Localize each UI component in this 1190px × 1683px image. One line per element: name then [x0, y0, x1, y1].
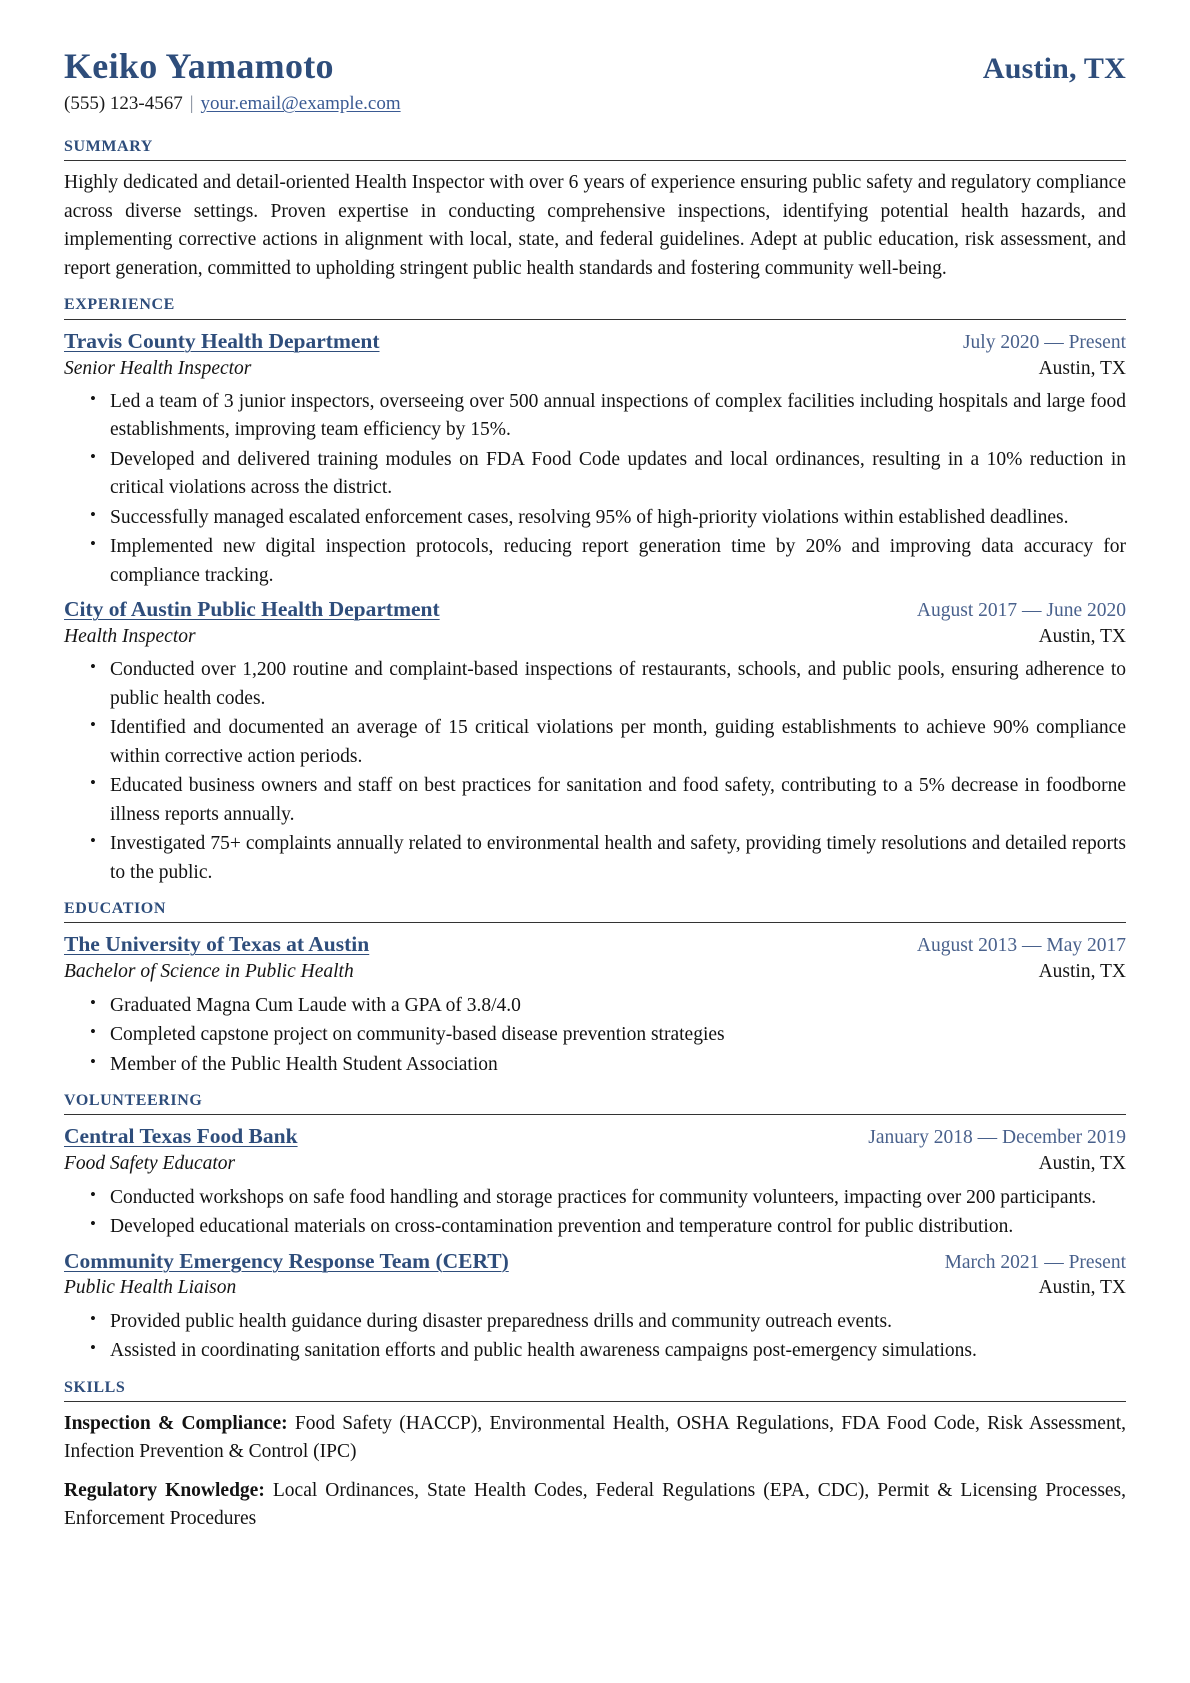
entry-dates: March 2021 — Present: [944, 1251, 1126, 1273]
list-item: • Developed and delivered training modules on FDA Food Code updates and local ordinances, resulting in a 10% reduction in critical violations across the district.: [96, 446, 1126, 503]
candidate-location: Austin, TX: [982, 52, 1126, 85]
section-heading-education: education: [64, 893, 167, 919]
list-item: • Investigated 75+ complaints annually related to environmental health and safety, providing timely resolutions and detailed reports to the public.: [96, 830, 1126, 887]
entry-bullets: [64, 1184, 1126, 1242]
list-item: • Identified and documented an average of 15 critical violations per month, guiding establishments to achieve 90% compliance within corrective action periods.: [96, 714, 1126, 771]
skill-items: Local Ordinances, State Health Codes, Federal Regulations (EPA, CDC), Permit & Licensing Processes, Enforcement Procedures: [64, 1479, 1127, 1530]
skill-category: Regulatory Knowledge:: [64, 1479, 265, 1501]
section-heading-experience: experience: [64, 289, 175, 315]
list-item: • Completed capstone project on community-based disease prevention strategies: [96, 1021, 1126, 1049]
section-experience: [64, 289, 1126, 887]
entry-degree: Bachelor of Science in Public Health: [64, 961, 354, 983]
entry-organization[interactable]: The University of Texas at Austin: [64, 932, 370, 957]
email-link[interactable]: your.email@example.com: [200, 93, 401, 115]
entry-bullets: [64, 656, 1126, 887]
entry-bullets: [64, 388, 1126, 590]
list-item: • Conducted workshops on safe food handling and storage practices for community volunteers, impacting over 200 participants.: [96, 1184, 1126, 1212]
entry-role: Senior Health Inspector: [64, 357, 252, 379]
volunteering-entry: [64, 1123, 1126, 1241]
phone-number: (555) 123-4567: [64, 93, 183, 115]
entry-organization[interactable]: Community Emergency Response Team (CERT): [64, 1248, 509, 1273]
section-heading-volunteering: volunteering: [64, 1085, 203, 1110]
entry-organization[interactable]: Central Texas Food Bank: [64, 1124, 298, 1149]
entry-dates: January 2018 — December 2019: [868, 1127, 1126, 1149]
section-divider: [64, 922, 1126, 923]
entry-location: Austin, TX: [1038, 1153, 1126, 1175]
experience-entry: [64, 596, 1126, 887]
section-education: [64, 893, 1126, 1079]
list-item: • Successfully managed escalated enforcement cases, resolving 95% of high-priority violations within established deadlines.: [96, 504, 1126, 532]
skill-group: [64, 1410, 1126, 1467]
section-divider: [64, 160, 1126, 161]
experience-entry: [64, 328, 1126, 590]
list-item: • Educated business owners and staff on best practices for sanitation and food safety, contributing to a 5% decrease in foodborne illness reports annually.: [96, 772, 1126, 829]
section-divider: [64, 319, 1126, 320]
entry-dates: August 2017 — June 2020: [916, 600, 1126, 622]
entry-role: Food Safety Educator: [64, 1153, 236, 1175]
entry-bullets: [64, 1308, 1126, 1366]
summary-text: Highly dedicated and detail-oriented Health Inspector with over 6 years of experience ensuring public safety and regulatory compliance across diverse settings. Proven expertise in conducting comprehensive inspections, identifying potential health hazards, and implementing corrective actions in alignment with local, state, and federal guidelines. Adept at public education, risk assessment, and report generation, committed to upholding stringent public health standards and fostering community well-being.: [64, 172, 1126, 279]
section-skills: [64, 1372, 1126, 1534]
entry-location: Austin, TX: [1038, 961, 1126, 983]
resume-header: [64, 46, 1126, 86]
section-divider: [64, 1401, 1126, 1402]
entry-organization[interactable]: Travis County Health Department: [64, 328, 380, 353]
contact-separator: |: [189, 93, 194, 115]
list-item: • Developed educational materials on cross-contamination prevention and temperature control for public distribution.: [96, 1213, 1126, 1241]
education-entry: [64, 931, 1126, 1079]
entry-role: Public Health Liaison: [64, 1277, 237, 1299]
list-item: • Conducted over 1,200 routine and complaint-based inspections of restaurants, schools, and public pools, ensuring adherence to public health codes.: [96, 656, 1126, 713]
entry-bullets: [64, 992, 1126, 1079]
section-summary: [64, 131, 1126, 283]
volunteering-entry: [64, 1248, 1126, 1366]
skill-group: [64, 1477, 1126, 1534]
skill-items: Food Safety (HACCP), Environmental Health, OSHA Regulations, FDA Food Code, Risk Assessment, Infection Prevention & Control (IPC): [64, 1413, 1127, 1463]
entry-location: Austin, TX: [1038, 1277, 1126, 1299]
entry-location: Austin, TX: [1038, 357, 1126, 379]
section-heading-summary: summary: [64, 131, 153, 156]
entry-dates: August 2013 — May 2017: [916, 935, 1126, 957]
list-item: • Member of the Public Health Student Association: [96, 1051, 1126, 1079]
list-item: • Provided public health guidance during disaster preparedness drills and community outreach events.: [96, 1308, 1126, 1336]
entry-role: Health Inspector: [64, 625, 196, 647]
candidate-name: Keiko Yamamoto: [64, 46, 334, 86]
skill-category: Inspection & Compliance:: [64, 1413, 288, 1434]
entry-organization[interactable]: City of Austin Public Health Department: [64, 597, 440, 622]
entry-dates: July 2020 — Present: [962, 331, 1126, 353]
entry-location: Austin, TX: [1038, 625, 1126, 647]
section-divider: [64, 1114, 1126, 1115]
list-item: • Assisted in coordinating sanitation efforts and public health awareness campaigns post-emergency simulations.: [96, 1337, 1126, 1365]
section-heading-skills: skills: [64, 1371, 126, 1397]
section-volunteering: [64, 1085, 1126, 1366]
list-item: • Led a team of 3 junior inspectors, overseeing over 500 annual inspections of complex facilities including hospitals and large food establishments, improving team efficiency by 15%.: [96, 388, 1126, 445]
list-item: • Graduated Magna Cum Laude with a GPA of 3.8/4.0: [96, 992, 1126, 1020]
list-item: • Implemented new digital inspection protocols, reducing report generation time by 20% and improving data accuracy for compliance tracking.: [96, 533, 1126, 590]
contact-row: [64, 92, 1126, 117]
